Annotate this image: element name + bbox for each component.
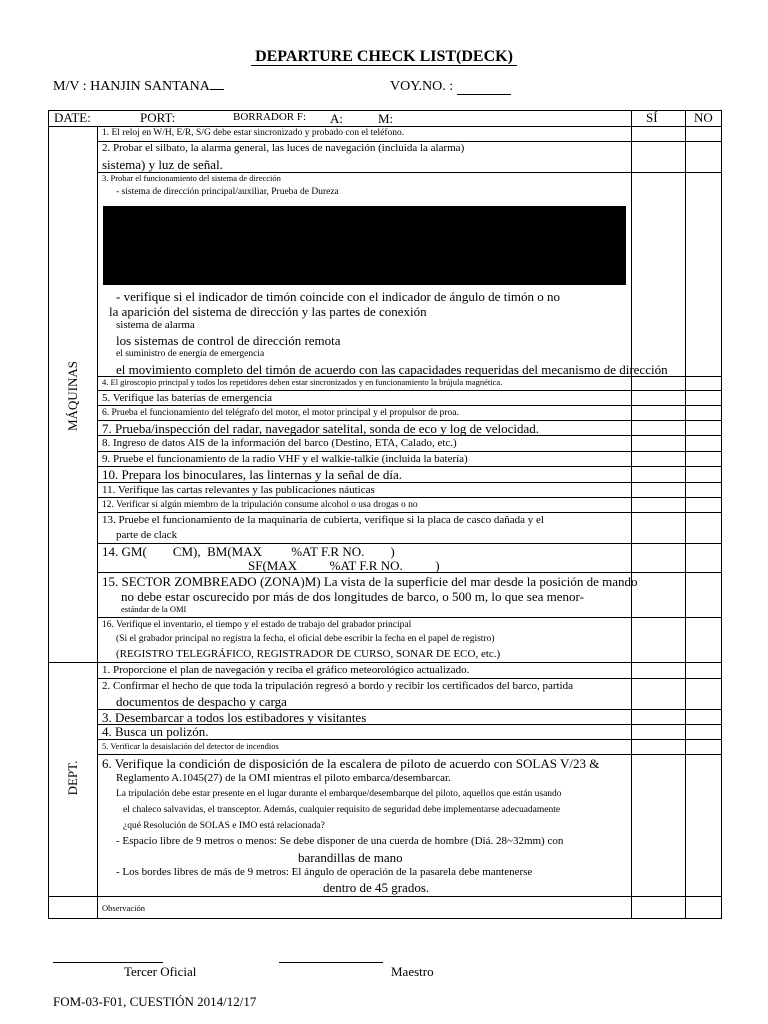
item-14: 14. GM( CM), BM(MAX %AT F.R NO. ) <box>102 544 395 559</box>
dept-item-6-freeboard-high: - Los bordes libres de más de 9 metros: El ángulo de operación de la pasarela debe mantenerse <box>116 866 533 878</box>
row-line <box>97 390 722 391</box>
observation-label: Observación <box>102 903 145 913</box>
item-3-rudder: - verifique si el indicador de timón coincide con el indicador de ángulo de timón o no <box>116 289 561 304</box>
item-16-records: (REGISTRO TELEGRÁFICO, REGISTRADOR DE CURSO, SONAR DE ECO, etc.) <box>116 648 501 660</box>
voyage-number-field[interactable] <box>457 80 511 95</box>
dept-item-6-solas: ¿qué Resolución de SOLAS e IMO está relacionada? <box>123 821 325 831</box>
dept-item-6-regulation: Reglamento A.1045(27) de la OMI mientras el piloto embarca/desembarcar. <box>116 772 451 784</box>
item-15-imo: estándar de la OMI <box>121 604 187 614</box>
dept-item-6: 6. Verifique la condición de disposición de la escalera de piloto de acuerdo con SOLAS V/23 & <box>102 756 600 771</box>
item-12: 12. Verificar si algún miembro de la tripulación consume alcohol o usa drogas o no <box>102 500 418 510</box>
item-16-note: (Si el grabador principal no registra la fecha, el oficial debe escribir la fecha en el papel de registro) <box>116 634 495 644</box>
dept-item-2-cont: documentos de despacho y carga <box>116 694 287 709</box>
row-line <box>97 754 722 755</box>
item-13-cont: parte de clack <box>116 529 178 541</box>
item-3-steering: - sistema de dirección principal/auxiliar, Prueba de Dureza <box>116 187 339 197</box>
item-15: 15. SECTOR ZOMBREADO (ZONA)M) La vista de la superficie del mar desde la posición de mando <box>102 574 638 589</box>
row-line <box>97 617 722 618</box>
row-line <box>97 739 722 740</box>
row-line <box>97 451 722 452</box>
no-column-divider <box>685 110 686 919</box>
item-16: 16. Verifique el inventario, el tiempo y el estado de trabajo del grabador principal <box>102 620 412 630</box>
row-line <box>97 405 722 406</box>
dept-item-5: 5. Verificar la desaislación del detector de incendios <box>102 741 279 751</box>
section-dept-label: DEPT. <box>65 760 80 796</box>
dept-item-6-handrails: barandillas de mano <box>298 850 403 865</box>
item-14-sf: SF(MAX %AT F.R NO. ) <box>248 558 440 573</box>
row-line <box>97 482 722 483</box>
item-3-connection: la aparición del sistema de dirección y las partes de conexión <box>109 304 427 319</box>
document-title: DEPARTURE CHECK LIST(DECK) <box>0 48 768 66</box>
item-3-power: el suministro de energía de emergencia <box>116 349 265 359</box>
dept-item-2: 2. Confirmar el hecho de que toda la tripulación regresó a bordo y recibir los certificados del barco, partida <box>102 680 573 692</box>
row-line <box>97 678 722 679</box>
dept-item-6-safety: el chaleco salvavidas, el transceptor. Además, cualquier requisito de seguridad debe implementarse adecuadamente <box>123 805 561 815</box>
no-header: NO <box>694 110 713 125</box>
si-column-divider <box>631 110 632 919</box>
vessel-label: M/V : HANJIN SANTANA <box>53 79 224 95</box>
observation-row-line <box>48 896 722 897</box>
row-line <box>97 512 722 513</box>
section-column-divider <box>97 126 98 919</box>
date-header: DATE: <box>54 110 91 125</box>
dept-item-3: 3. Desembarcar a todos los estibadores y visitantes <box>102 710 367 725</box>
row-line <box>97 497 722 498</box>
item-3-alarm: sistema de alarma <box>116 319 195 331</box>
item-10: 10. Prepara los binoculares, las linternas y la señal de día. <box>102 467 402 482</box>
si-header: SÍ <box>646 110 658 125</box>
dept-item-4: 4. Busca un polizón. <box>102 724 209 739</box>
dept-item-1: 1. Proporcione el plan de navegación y reciba el gráfico meteorológico actualizado. <box>102 664 470 676</box>
section-divider-line <box>48 662 722 663</box>
draft-header: BORRADOR F: <box>233 111 307 123</box>
item-5: 5. Verifique las baterías de emergencia <box>102 392 273 404</box>
item-2-cont: sistema) y luz de señal. <box>102 157 223 172</box>
section-machinery-label: MÁQUINAS <box>65 360 80 432</box>
item-6: 6. Prueba el funcionamiento del telégrafo del motor, el motor principal y el propulsor de proa. <box>102 408 459 418</box>
dept-item-6-crew: La tripulación debe estar presente en el lugar durante el embarque/desembarque del piloto, aquellos que están usando <box>116 789 562 799</box>
dept-item-6-angle: dentro de 45 grados. <box>323 880 430 895</box>
voyage-number-label: VOY.NO. : <box>390 79 511 95</box>
item-13: 13. Pruebe el funcionamiento de la maquinaria de cubierta, verifique si la placa de casco dañada y el <box>102 514 544 526</box>
item-9: 9. Pruebe el funcionamiento de la radio VHF y el walkie-talkie (incluida la batería) <box>102 453 468 465</box>
dept-item-6-freeboard-low: - Espacio libre de 9 metros o menos: Se debe disponer de una cuerda de hombre (Diá. 28~32mm) con <box>116 835 564 847</box>
third-officer-label: Tercer Oficial <box>124 964 197 979</box>
item-15-cont: no debe estar oscurecido por más de dos longitudes de barco, o 500 m, lo que sea menor- <box>121 589 584 604</box>
draft-aft-header: A: <box>330 111 343 126</box>
form-footer: FOM-03-F01, CUESTIÓN 2014/12/17 <box>53 994 257 1009</box>
item-3: 3. Probar el funcionamiento del sistema de dirección <box>102 173 281 183</box>
master-label: Maestro <box>391 964 434 979</box>
item-4: 4. El giroscopio principal y todos los repetidores deben estar sincronizados y en funcionamiento la brújula magnética. <box>102 377 503 387</box>
item-3-movement: el movimiento completo del timón de acuerdo con las capacidades requeridas del mecanismo de dirección <box>116 362 668 377</box>
item-11: 11. Verifique las cartas relevantes y las publicaciones náuticas <box>102 484 375 496</box>
item-2: 2. Probar el silbato, la alarma general, las luces de navegación (incluida la alarma) <box>102 142 465 154</box>
redacted-block <box>103 206 626 285</box>
third-officer-signature-line[interactable] <box>53 962 163 963</box>
port-header: PORT: <box>140 110 176 125</box>
item-3-remote: los sistemas de control de dirección remota <box>116 333 341 348</box>
item-1: 1. El reloj en W/H, E/R, S/G debe estar sincronizado y probado con el teléfono. <box>102 128 405 138</box>
item-7: 7. Prueba/inspección del radar, navegador satelital, sonda de eco y log de velocidad. <box>102 421 539 436</box>
draft-mid-header: M: <box>378 111 394 126</box>
item-8: 8. Ingreso de datos AIS de la información del barco (Destino, ETA, Calado, etc.) <box>102 437 457 449</box>
master-signature-line[interactable] <box>279 962 383 963</box>
